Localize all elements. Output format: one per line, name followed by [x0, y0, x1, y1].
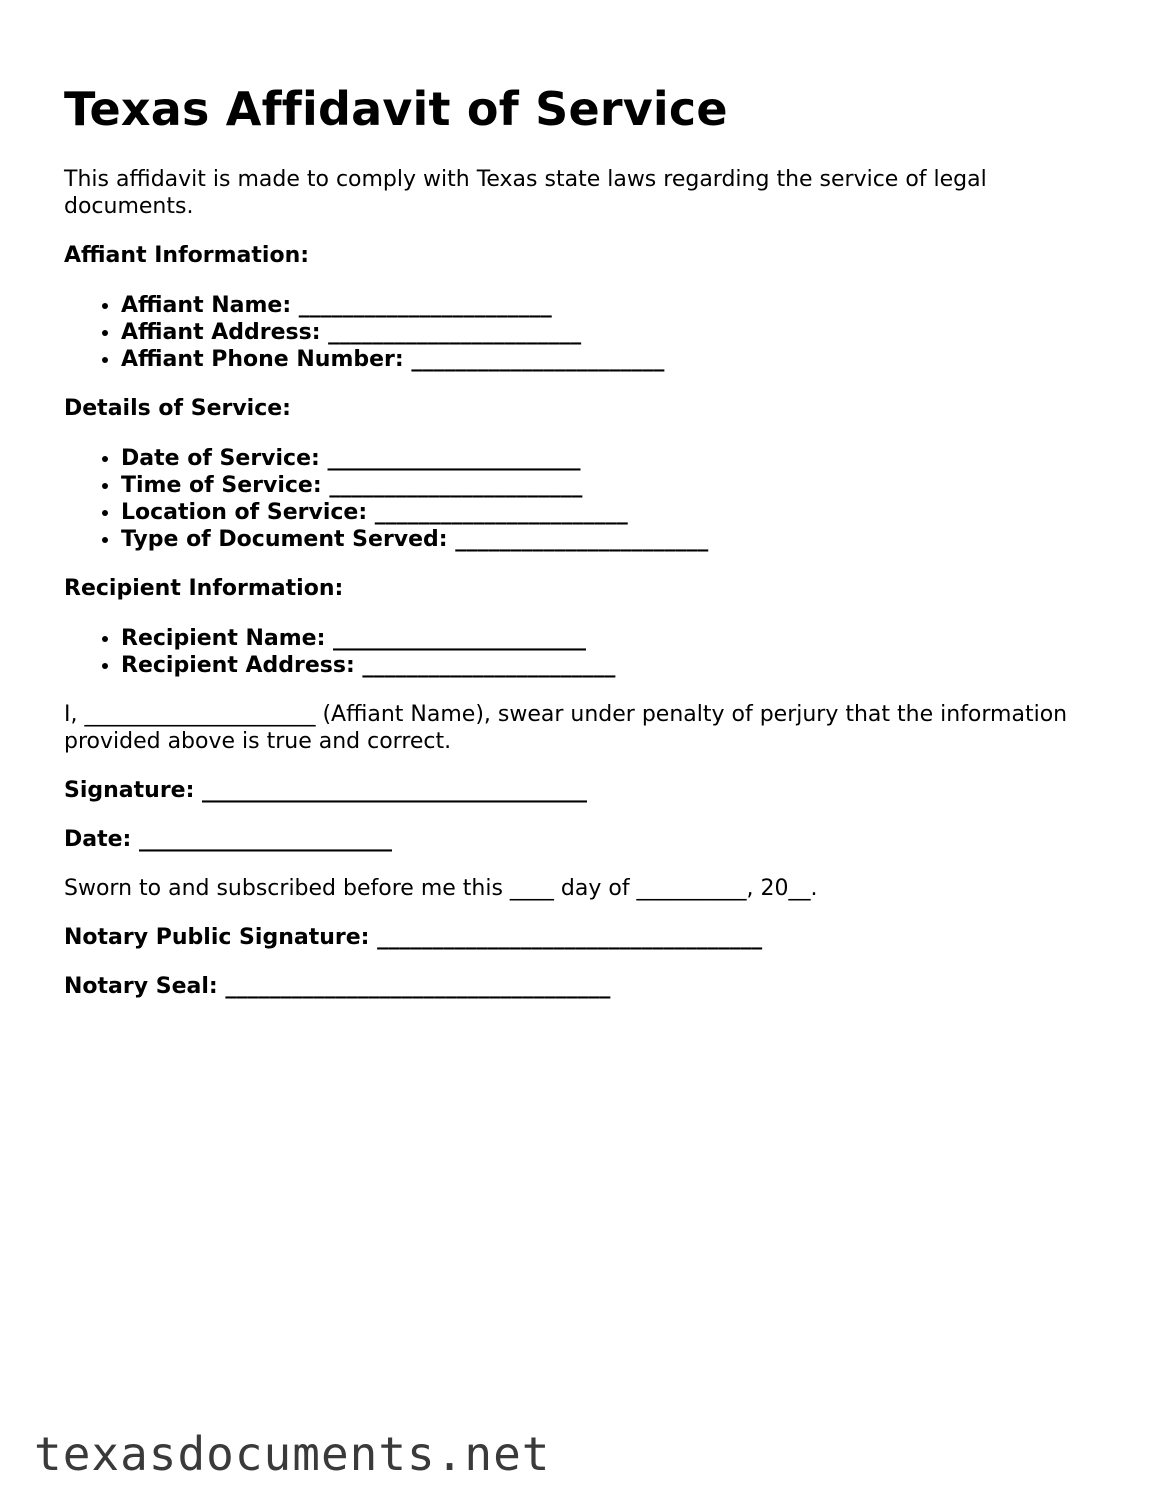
date-of-service-field: • Date of Service: _______________________: [121, 445, 1104, 472]
footer-brand-watermark: texasdocuments.net: [34, 1427, 551, 1481]
oath-statement: I, _____________________ (Affiant Name), swear under penalty of perjury that the information provided above is true and correct.: [64, 702, 1068, 754]
recipient-address-field: • Recipient Address: _______________________: [121, 652, 1104, 679]
recipient-section-heading: Recipient Information:: [64, 576, 344, 601]
affidavit-document: [64, 76, 1104, 1000]
recipient-fields-list: [64, 625, 1104, 679]
intro-paragraph: This affidavit is made to comply with Texas state laws regarding the service of legal documents.: [64, 167, 987, 219]
recipient-name-field: • Recipient Name: _______________________: [121, 625, 1104, 652]
date-line: Date: _______________________: [64, 827, 393, 852]
document-type-field: • Type of Document Served: _______________________: [121, 526, 1104, 553]
service-section-heading: Details of Service:: [64, 396, 291, 421]
affiant-fields-list: [64, 292, 1104, 373]
affiant-phone-field: • Affiant Phone Number: _______________________: [121, 346, 1104, 373]
notary-signature-line: Notary Public Signature: ___________________________________: [64, 925, 763, 950]
sworn-statement: Sworn to and subscribed before me this ____ day of __________, 20__.: [64, 876, 818, 901]
affiant-address-field: • Affiant Address: _______________________: [121, 319, 1104, 346]
affiant-name-field: • Affiant Name: _______________________: [121, 292, 1104, 319]
time-of-service-field: • Time of Service: _______________________: [121, 472, 1104, 499]
document-title: Texas Affidavit of Service: [64, 82, 728, 136]
signature-line: Signature: ___________________________________: [64, 778, 588, 803]
location-of-service-field: • Location of Service: _______________________: [121, 499, 1104, 526]
service-fields-list: [64, 445, 1104, 553]
affiant-section-heading: Affiant Information:: [64, 243, 310, 268]
notary-seal-line: Notary Seal: ___________________________________: [64, 974, 611, 999]
